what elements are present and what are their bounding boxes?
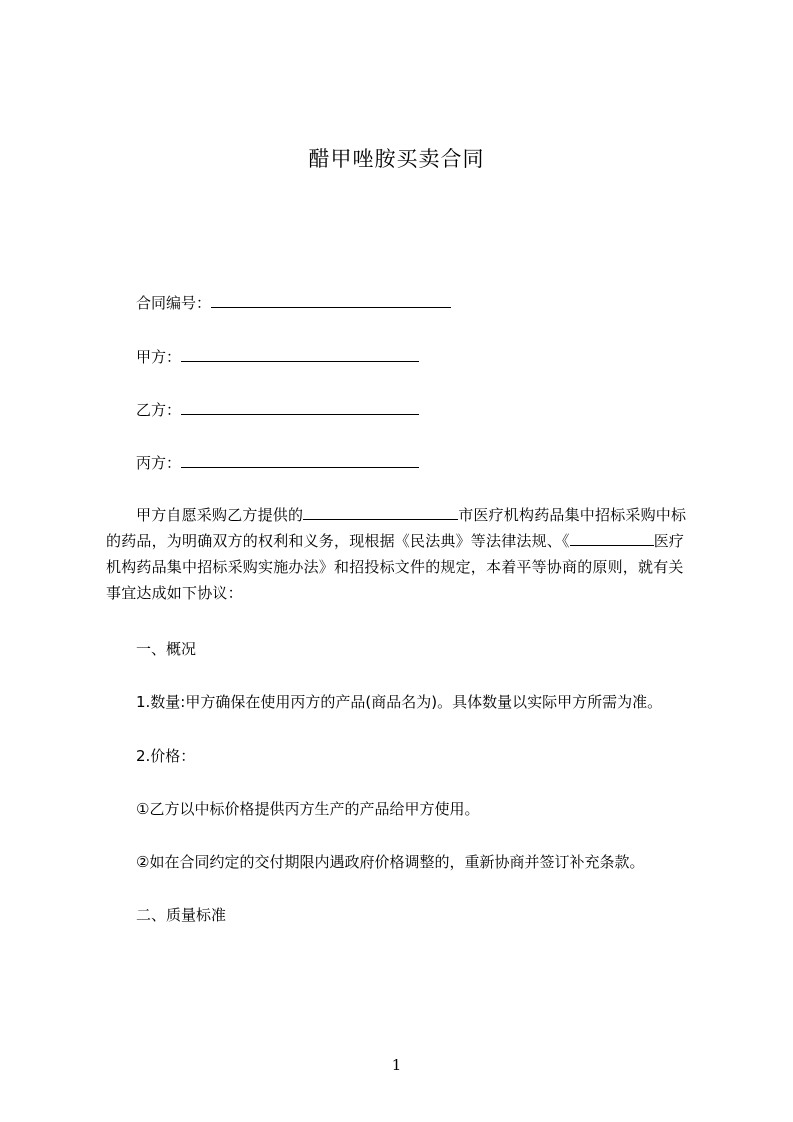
contract-number-blank — [211, 292, 451, 308]
intro-part3: 医疗机构药品集中招标采购实施办法》和招投标文件的规定，本着平等协商的原则，就有关事宜达成如下协议： — [106, 532, 685, 602]
item-2-b: ②如在合同约定的交付期限内遇政府价格调整的，重新协商并签订补充条款。 — [136, 853, 645, 871]
contract-number-line — [136, 292, 451, 313]
party-c-label: 丙方： — [136, 454, 182, 472]
document-title: 醋甲唑胺买卖合同 — [308, 147, 485, 171]
item-1-quantity: 1.数量:甲方确保在使用丙方的产品(商品名为)。具体数量以实际甲方所需为准。 — [136, 693, 663, 711]
intro-blank-2 — [570, 531, 654, 546]
party-a-label: 甲方： — [136, 348, 182, 366]
party-a-line — [136, 346, 419, 367]
intro-paragraph — [106, 502, 698, 606]
item-2-price: 2.价格： — [136, 747, 196, 765]
intro-part1: 甲方自愿采购乙方提供的 — [136, 506, 304, 524]
party-b-line — [136, 399, 419, 420]
section-2-heading: 二、质量标准 — [136, 906, 227, 924]
party-c-blank — [181, 452, 419, 468]
intro-blank-1 — [303, 505, 458, 520]
party-b-blank — [181, 399, 419, 415]
party-a-blank — [181, 346, 419, 362]
item-2-a: ①乙方以中标价格提供丙方生产的产品给甲方使用。 — [136, 800, 480, 818]
section-1-heading: 一、概况 — [136, 640, 197, 658]
page-number: 1 — [391, 1056, 402, 1074]
party-b-label: 乙方： — [136, 401, 182, 419]
party-c-line — [136, 452, 419, 473]
contract-number-label: 合同编号： — [136, 294, 212, 312]
intro-part2: 市医疗机构药品集中招标采购中标的药品，为明确双方的权利和义务，现根据《民法典》等法律法规、《 — [106, 506, 687, 550]
